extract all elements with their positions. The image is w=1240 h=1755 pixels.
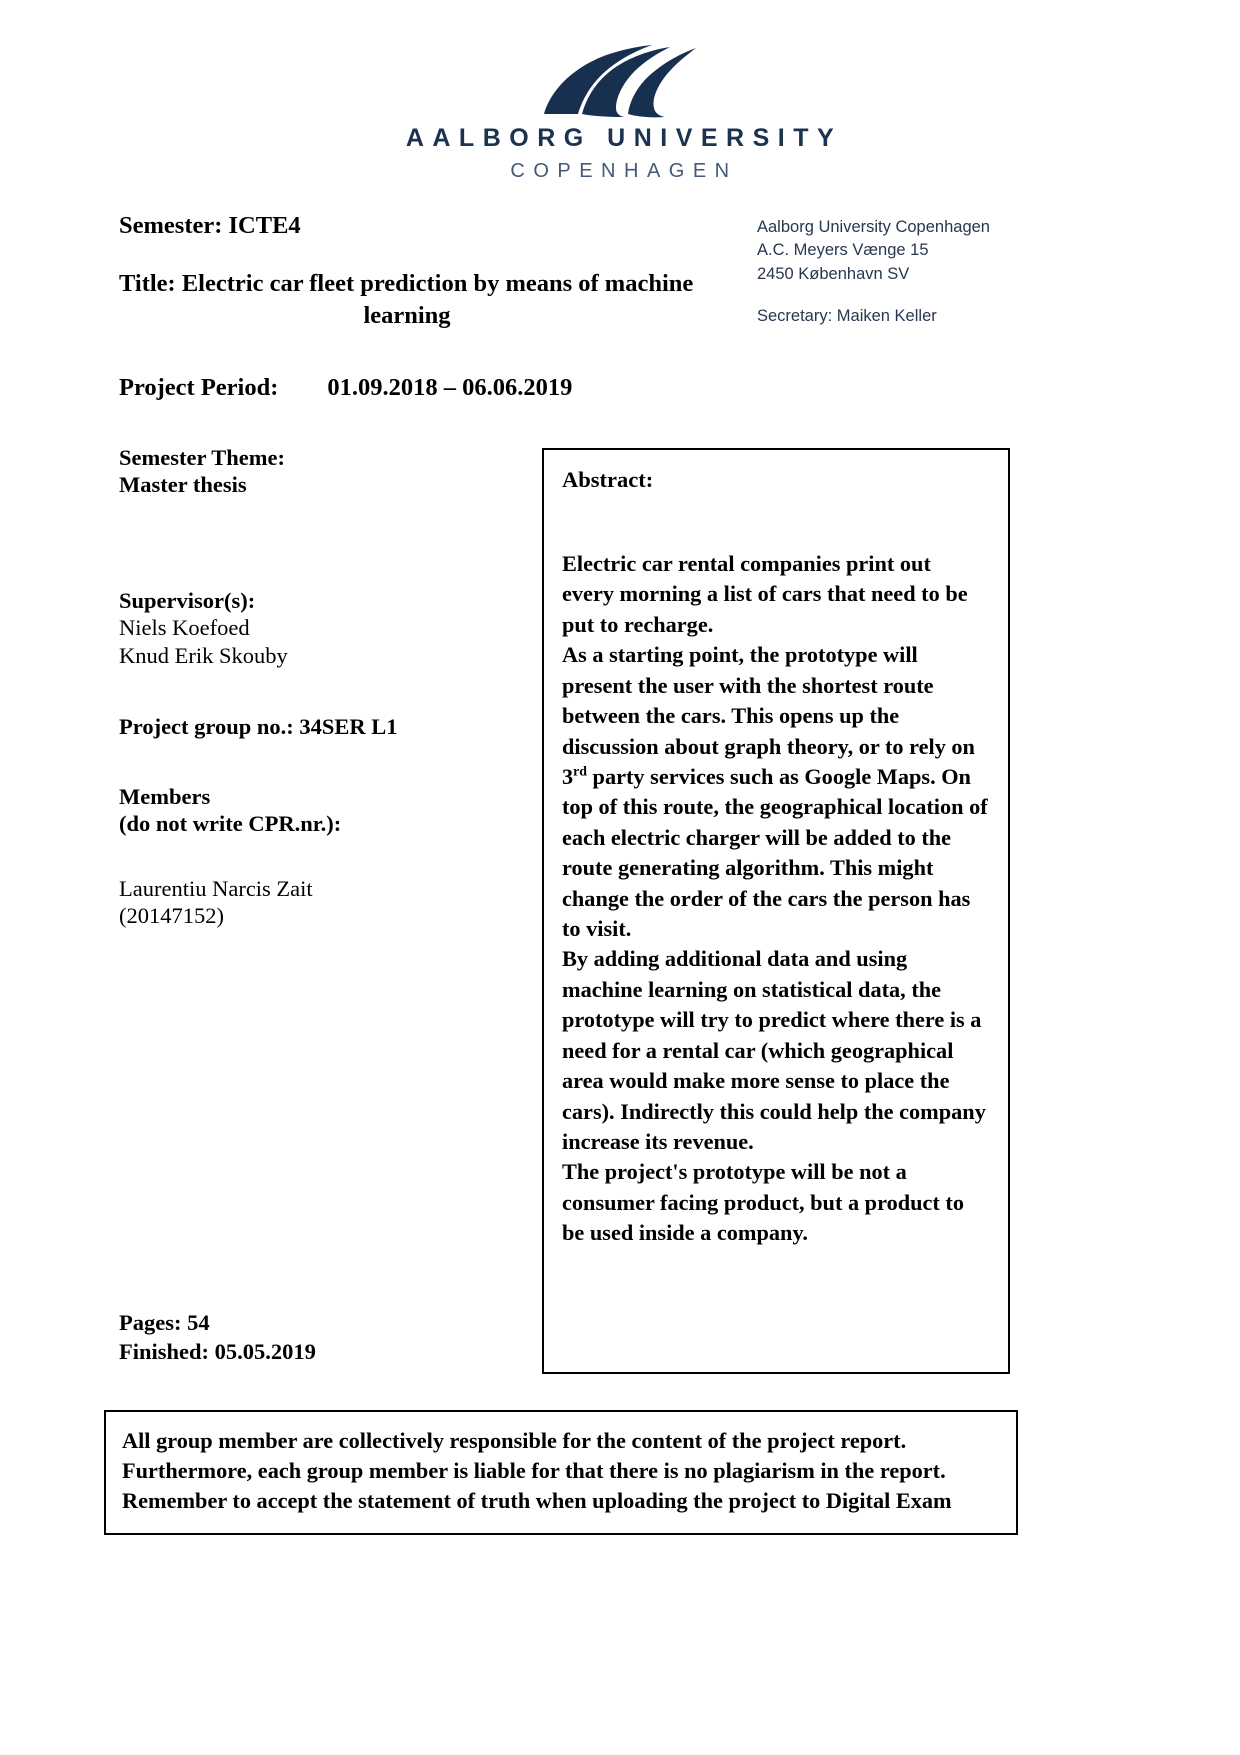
responsibility-statement-box <box>104 1410 1018 1535</box>
title-line-2: learning <box>363 301 451 329</box>
project-info-column <box>119 444 519 929</box>
address-line-2: A.C. Meyers Vænge 15 <box>757 241 929 260</box>
address-line-3: 2450 København SV <box>757 264 910 283</box>
abstract-paragraph-2 <box>562 640 988 944</box>
abstract-paragraph-1: Electric car rental companies print out every morning a list of cars that need to be put to recharge. <box>562 551 968 637</box>
abstract-box <box>542 448 1010 1374</box>
project-period-line: Project Period: 01.09.2018 – 06.06.2019 <box>119 373 573 401</box>
supervisors-label: Supervisor(s): <box>119 587 256 613</box>
semester-theme-value: Master thesis <box>119 472 247 498</box>
abstract-heading: Abstract: <box>562 467 654 492</box>
logo-wordmark: AALBORG UNIVERSITY <box>405 124 843 152</box>
member-entry <box>119 875 519 930</box>
members-label: Members <box>119 783 211 809</box>
semester-theme-block <box>119 444 519 499</box>
pages-line: Pages: 54 <box>119 1310 210 1335</box>
member-name: Laurentiu Narcis Zait <box>119 875 313 901</box>
university-logo-block <box>0 42 1240 183</box>
aalborg-university-swoosh-logo-icon <box>542 42 698 118</box>
members-block <box>119 783 519 838</box>
member-id: (20147152) <box>119 902 224 928</box>
abstract-body <box>562 549 988 1249</box>
ordinal-suffix: rd <box>573 763 587 779</box>
finished-line: Finished: 05.05.2019 <box>119 1339 316 1365</box>
supervisor-name-2: Knud Erik Skouby <box>119 642 288 668</box>
responsibility-statement-text: All group member are collectively responsible for the content of the project report. Furthermore, each group member is liable for that there is no plagiarism in the report. Remember to accept the statement of truth when uploading the project to Digital Exam <box>122 1428 952 1514</box>
page-title <box>119 268 729 332</box>
title-line-1: Title: Electric car fleet prediction by means of machine <box>119 269 694 297</box>
abstract-p2-pre: As a starting point, the prototype will present the user with the shortest route between the cars. This opens up the discussion about graph theory, or to rely on 3 <box>562 642 975 789</box>
abstract-paragraph-4: The project's prototype will be not a consumer facing product, but a product to be used inside a company. <box>562 1159 964 1246</box>
pages-finished-block <box>119 1308 316 1367</box>
project-group-line: Project group no.: 34SER L1 <box>119 714 398 740</box>
members-note: (do not write CPR.nr.): <box>119 811 342 837</box>
supervisors-block <box>119 587 519 669</box>
logo-subwordmark: COPENHAGEN <box>510 160 738 182</box>
semester-theme-label: Semester Theme: <box>119 445 285 470</box>
address-line-1: Aalborg University Copenhagen <box>757 218 990 236</box>
abstract-paragraph-3: By adding additional data and using machine learning on statistical data, the prototype will try to predict where there is a need for a rental car (which geographical area would make more sense to place the cars). Indirectly this could help the company increase its revenue. <box>562 946 986 1155</box>
semester-line: Semester: ICTE4 <box>119 212 301 239</box>
abstract-p2-post: party services such as Google Maps. On top of this route, the geographical location of each electric charger will be added to the route generating algorithm. This might change the order of the cars the person has to visit. <box>562 763 988 942</box>
university-address-block <box>757 216 1177 286</box>
secretary-line: Secretary: Maiken Keller <box>757 307 937 325</box>
document-meta-header <box>119 210 729 403</box>
supervisor-name-1: Niels Koefoed <box>119 615 250 641</box>
